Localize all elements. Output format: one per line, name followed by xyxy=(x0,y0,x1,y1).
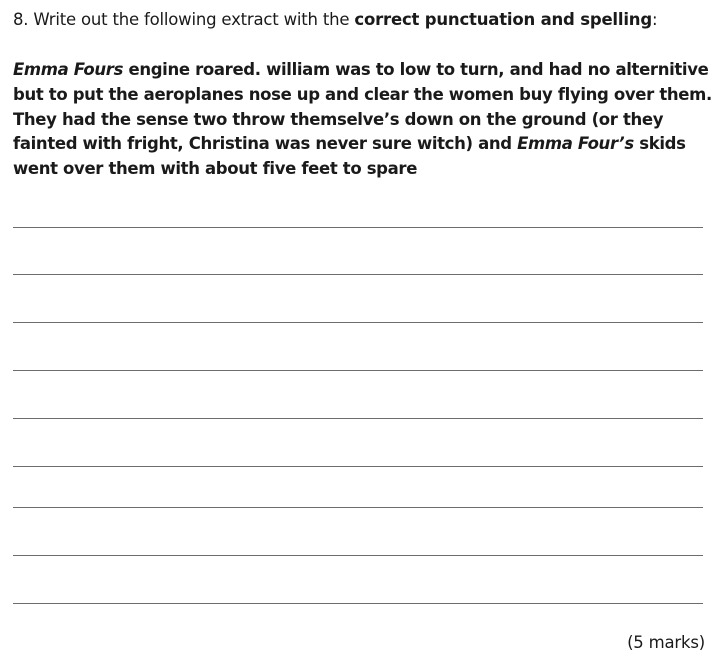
extract-line-3: They had the sense two throw themselve’s down on the ground (or they xyxy=(13,109,664,129)
answer-line[interactable] xyxy=(13,507,703,508)
answer-line[interactable] xyxy=(13,603,703,604)
answer-line[interactable] xyxy=(13,466,703,467)
answer-line[interactable] xyxy=(13,322,703,323)
answer-line[interactable] xyxy=(13,227,703,228)
extract-line-1-italic: Emma Fours xyxy=(13,60,124,79)
answer-line[interactable] xyxy=(13,555,703,556)
extract-line-1 xyxy=(13,58,713,83)
extract-line-4-after: skids xyxy=(633,134,686,154)
extract-line-4-before: fainted with fright, Christina was never sure witch) and xyxy=(13,134,518,154)
answer-line[interactable] xyxy=(13,274,703,275)
question-prompt xyxy=(13,8,657,32)
question-suffix: : xyxy=(651,10,658,29)
extract-line-1-rest: engine roared. william was to low to turn, and had no alternitive xyxy=(123,60,709,79)
extract-line-4 xyxy=(13,132,713,157)
question-prefix: 8. Write out the following extract with the xyxy=(13,10,355,29)
answer-line[interactable] xyxy=(13,370,703,371)
answer-line[interactable] xyxy=(13,418,703,419)
question-emphasis: correct punctuation and spelling xyxy=(354,10,652,29)
extract-line-5: went over them with about five feet to spare xyxy=(13,159,418,179)
extract-line-4-italic: Emma Four’s xyxy=(517,134,634,154)
extract-passage xyxy=(13,58,713,182)
extract-line-2: but to put the aeroplanes nose up and clear the women buy flying over them. xyxy=(13,84,712,104)
marks-label: (5 marks) xyxy=(627,633,705,652)
